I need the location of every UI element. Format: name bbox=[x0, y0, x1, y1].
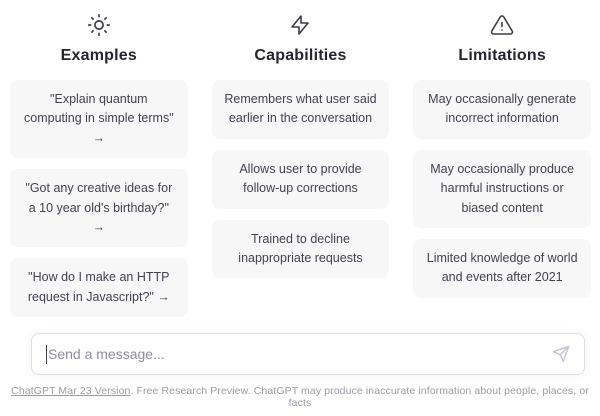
limitations-column bbox=[413, 10, 591, 317]
bottom-bar bbox=[0, 333, 600, 416]
example-prompt-card[interactable]: "How do I make an HTTP request in Javascript?" → bbox=[10, 258, 188, 317]
version-link[interactable]: ChatGPT Mar 23 Version bbox=[11, 385, 131, 397]
examples-cards bbox=[10, 80, 188, 317]
message-input[interactable] bbox=[32, 334, 584, 374]
examples-header bbox=[61, 10, 137, 65]
capability-card: Remembers what user said earlier in the conversation bbox=[212, 80, 390, 139]
limitation-card: Limited knowledge of world and events after 2021 bbox=[413, 239, 591, 298]
send-icon bbox=[552, 345, 572, 363]
capabilities-column bbox=[212, 10, 390, 317]
footer-text: . Free Research Preview. ChatGPT may produce inaccurate information about people, places, or facts bbox=[130, 385, 589, 409]
message-composer bbox=[31, 333, 585, 375]
capabilities-header bbox=[254, 10, 346, 65]
send-button[interactable] bbox=[550, 342, 574, 366]
text-caret bbox=[46, 345, 48, 364]
examples-title: Examples bbox=[60, 47, 137, 64]
limitation-card: May occasionally produce harmful instructions or biased content bbox=[413, 150, 591, 228]
capability-card: Allows user to provide follow-up corrections bbox=[212, 150, 390, 209]
footer-disclaimer bbox=[0, 385, 600, 409]
limitations-title: Limitations bbox=[458, 47, 546, 64]
example-prompt-card[interactable]: "Explain quantum computing in simple terms" → bbox=[10, 80, 188, 158]
example-prompt-card[interactable]: "Got any creative ideas for a 10 year old's birthday?" → bbox=[10, 169, 188, 247]
capabilities-title: Capabilities bbox=[254, 47, 347, 64]
sun-icon bbox=[87, 13, 111, 37]
capabilities-cards bbox=[212, 80, 390, 278]
limitation-card: May occasionally generate incorrect information bbox=[413, 80, 591, 139]
bolt-icon bbox=[288, 13, 312, 37]
warning-icon bbox=[490, 13, 514, 37]
capability-card: Trained to decline inappropriate requests bbox=[212, 220, 390, 279]
examples-column bbox=[10, 10, 188, 317]
limitations-header bbox=[458, 10, 546, 65]
limitations-cards bbox=[413, 80, 591, 298]
